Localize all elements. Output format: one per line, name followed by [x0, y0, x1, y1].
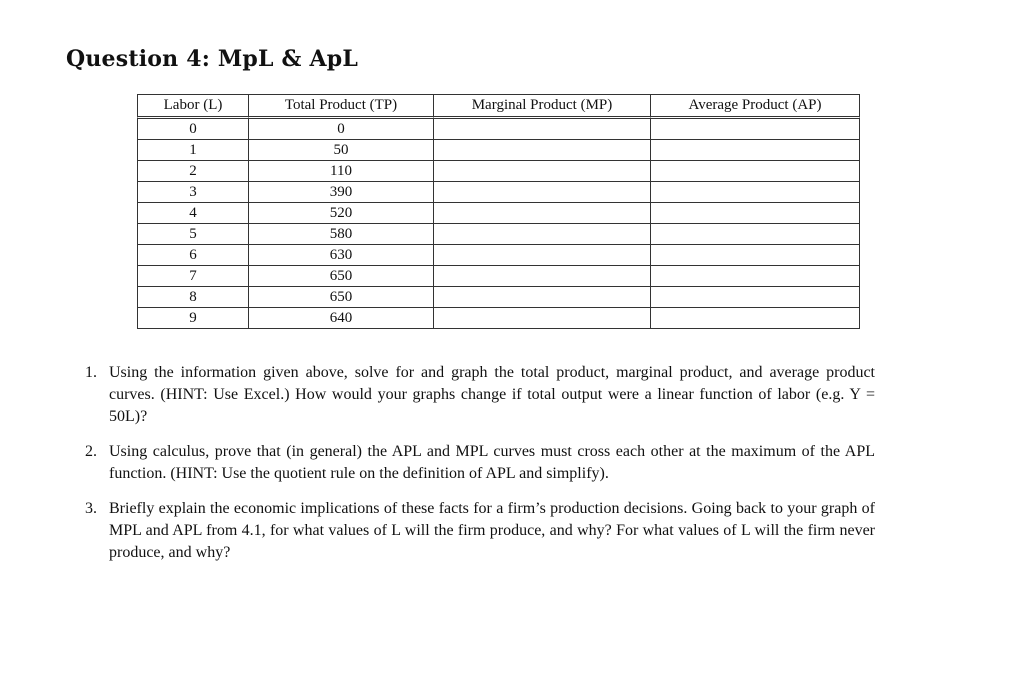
production-table — [137, 94, 860, 329]
table-cell: 4 — [137, 203, 249, 224]
table-row — [137, 161, 860, 182]
table-cell — [651, 182, 860, 203]
table-cell — [651, 308, 860, 329]
table-cell — [651, 119, 860, 140]
table-cell: 650 — [249, 287, 434, 308]
table-cell — [434, 140, 651, 161]
table-row — [137, 140, 860, 161]
column-header-average-product: Average Product (AP) — [651, 94, 860, 119]
table-cell: 6 — [137, 245, 249, 266]
question-number: 2. — [85, 443, 97, 460]
table-cell: 7 — [137, 266, 249, 287]
question-item — [85, 441, 875, 485]
table-cell: 0 — [249, 119, 434, 140]
table-row — [137, 119, 860, 140]
table-cell — [651, 245, 860, 266]
table-cell — [434, 161, 651, 182]
table-cell — [434, 224, 651, 245]
question-text: Briefly explain the economic implications of these facts for a firm’s production decisions. Going back to your graph of MPL and APL from 4.1, for what values of L will the firm produce, and why? For what values of L will the firm never produce, and why? — [109, 500, 875, 561]
table-row — [137, 203, 860, 224]
table-cell: 8 — [137, 287, 249, 308]
table-cell — [651, 266, 860, 287]
question-number: 3. — [85, 500, 97, 517]
question-item — [85, 362, 875, 428]
table-row — [137, 245, 860, 266]
table-cell: 50 — [249, 140, 434, 161]
table-cell — [434, 119, 651, 140]
table-cell: 650 — [249, 266, 434, 287]
table-body — [137, 119, 860, 329]
table-header-row — [137, 94, 860, 119]
table-cell — [434, 266, 651, 287]
table-cell: 0 — [137, 119, 249, 140]
question-text: Using the information given above, solve for and graph the total product, marginal product, and average product curves. (HINT: Use Excel.) How would your graphs change if total output were a linear function of labor (e.g. Y = 50L)? — [109, 364, 875, 425]
table-cell: 5 — [137, 224, 249, 245]
table-cell — [651, 140, 860, 161]
question-list — [85, 362, 875, 577]
table-cell — [651, 203, 860, 224]
table-cell — [434, 182, 651, 203]
table-cell: 2 — [137, 161, 249, 182]
column-header-total-product: Total Product (TP) — [249, 94, 434, 119]
column-header-labor: Labor (L) — [137, 94, 249, 119]
table-cell: 640 — [249, 308, 434, 329]
table-cell: 3 — [137, 182, 249, 203]
table-cell: 580 — [249, 224, 434, 245]
table-cell: 9 — [137, 308, 249, 329]
table-cell — [434, 203, 651, 224]
table-cell — [651, 161, 860, 182]
table-cell: 630 — [249, 245, 434, 266]
table-row — [137, 266, 860, 287]
table-cell — [434, 245, 651, 266]
table-row — [137, 224, 860, 245]
table-cell — [434, 308, 651, 329]
question-text: Using calculus, prove that (in general) the APL and MPL curves must cross each other at the maximum of the APL function. (HINT: Use the quotient rule on the definition of APL and simplify). — [109, 443, 875, 482]
column-header-marginal-product: Marginal Product (MP) — [434, 94, 651, 119]
question-number: 1. — [85, 364, 97, 381]
page-title: Question 4: MpL & ApL — [66, 46, 358, 72]
table-cell — [651, 224, 860, 245]
table-row — [137, 287, 860, 308]
question-item — [85, 498, 875, 564]
table-row — [137, 308, 860, 329]
table-cell — [651, 287, 860, 308]
table-cell: 1 — [137, 140, 249, 161]
table-row — [137, 182, 860, 203]
table-cell — [434, 287, 651, 308]
table-cell: 520 — [249, 203, 434, 224]
table-cell: 390 — [249, 182, 434, 203]
table-cell: 110 — [249, 161, 434, 182]
